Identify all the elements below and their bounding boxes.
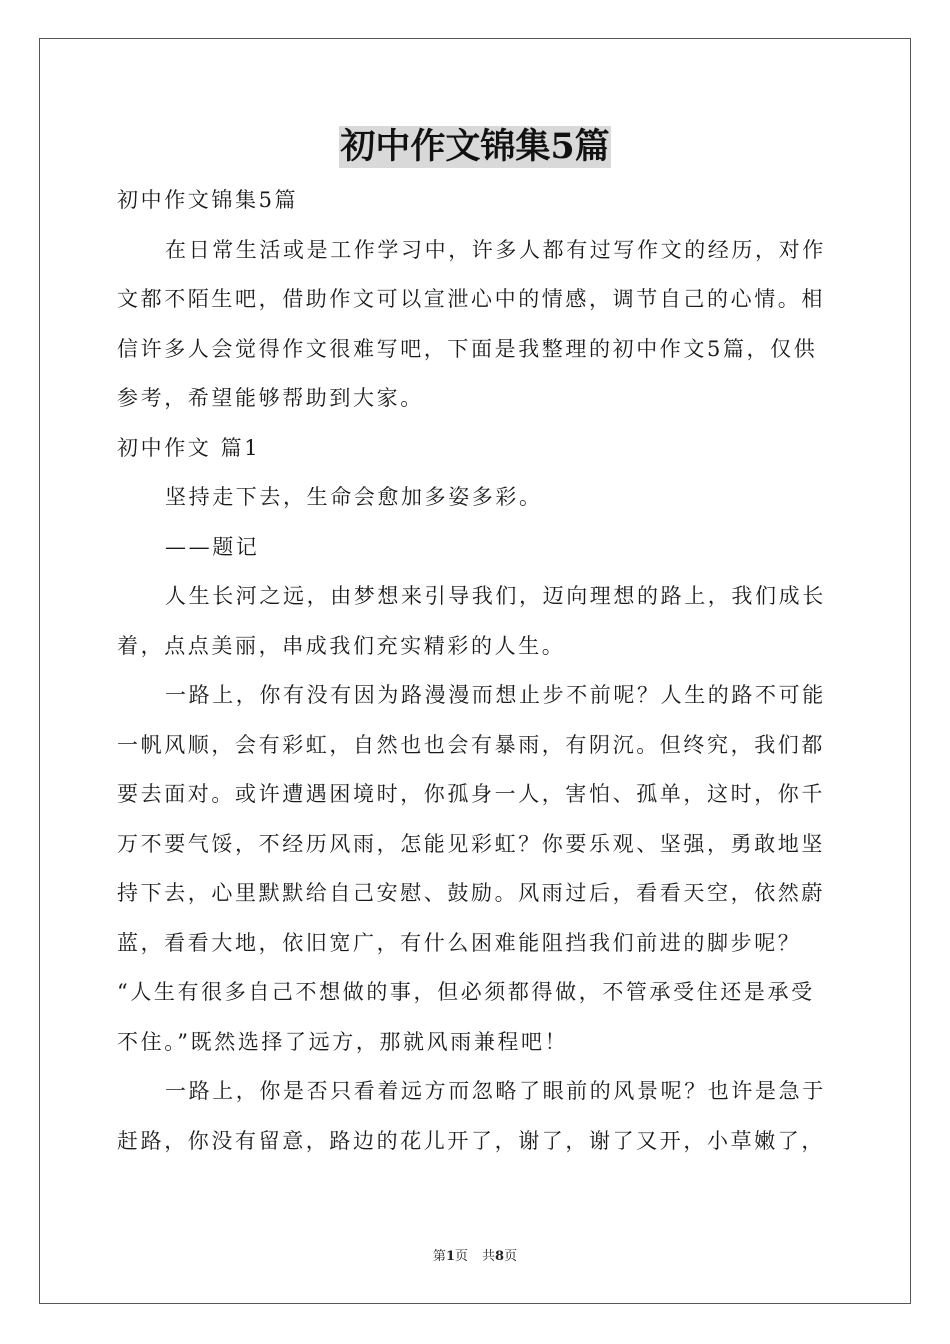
text-line: “人生有很多自己不想做的事，但必须都得做，不管承受住还是承受 [117, 980, 815, 1004]
text-line: 人生长河之远，由梦想来引导我们，迈向理想的路上，我们成长 [165, 584, 826, 608]
text-line: 坚持走下去，生命会愈加多姿多彩。 [165, 485, 543, 509]
total-page-number: 8 [495, 1249, 505, 1264]
text-line: 万不要气馁，不经历风雨，怎能见彩虹？你要乐观、坚强，勇敢地坚 [117, 831, 825, 856]
text-line: 持下去，心里默默给自己安慰、鼓励。风雨过后，看看天空，依然蔚 [117, 881, 825, 905]
page-label-suffix: 页 [454, 1249, 468, 1264]
text-line: 赶路，你没有留意，路边的花儿开了，谢了，谢了又开，小草嫩了， [117, 1128, 825, 1153]
text-line: 蓝，看看大地，依旧宽广，有什么困难能阻挡我们前进的脚步呢？ [117, 930, 802, 955]
document-body [117, 176, 833, 1166]
current-page-number: 1 [445, 1249, 455, 1264]
text-line: ——题记 [165, 534, 260, 559]
total-label-prefix: 共 [482, 1249, 496, 1264]
page-label-prefix: 第 [432, 1249, 446, 1264]
text-line: 信许多人会觉得作文很难写吧，下面是我整理的初中作文5篇，仅供 [117, 336, 818, 361]
text-line: 文都不陌生吧，借助作文可以宣泄心中的情感，调节自己的心情。相 [117, 287, 825, 311]
text-line: 一路上，你有没有因为路漫漫而想止步不前呢？人生的路不可能 [165, 683, 826, 707]
page-footer [0, 1245, 950, 1264]
text-line: 在日常生活或是工作学习中，许多人都有过写作文的经历，对作 [165, 237, 826, 262]
text-line: 一路上，你是否只看着远方而忽略了眼前的风景呢？也许是急于 [165, 1079, 826, 1103]
text-line: 参考，希望能够帮助到大家。 [117, 386, 424, 410]
text-line: 一帆风顺，会有彩虹，自然也也会有暴雨，有阴沉。但终究，我们都 [117, 732, 825, 757]
text-line: 要去面对。或许遭遇困境时，你孤身一人，害怕、孤单，这时，你千 [117, 782, 825, 806]
total-label-suffix: 页 [504, 1249, 518, 1264]
document-title: 初中作文锦集5篇 [340, 126, 610, 167]
text-line: 初中作文锦集5篇 [117, 188, 299, 212]
text-line: 着，点点美丽，串成我们充实精彩的人生。 [117, 633, 566, 658]
text-line: 不住。”既然选择了远方，那就风雨兼程吧！ [117, 1029, 569, 1054]
text-line: 初中作文 篇1 [117, 435, 261, 460]
title-container [0, 126, 950, 168]
